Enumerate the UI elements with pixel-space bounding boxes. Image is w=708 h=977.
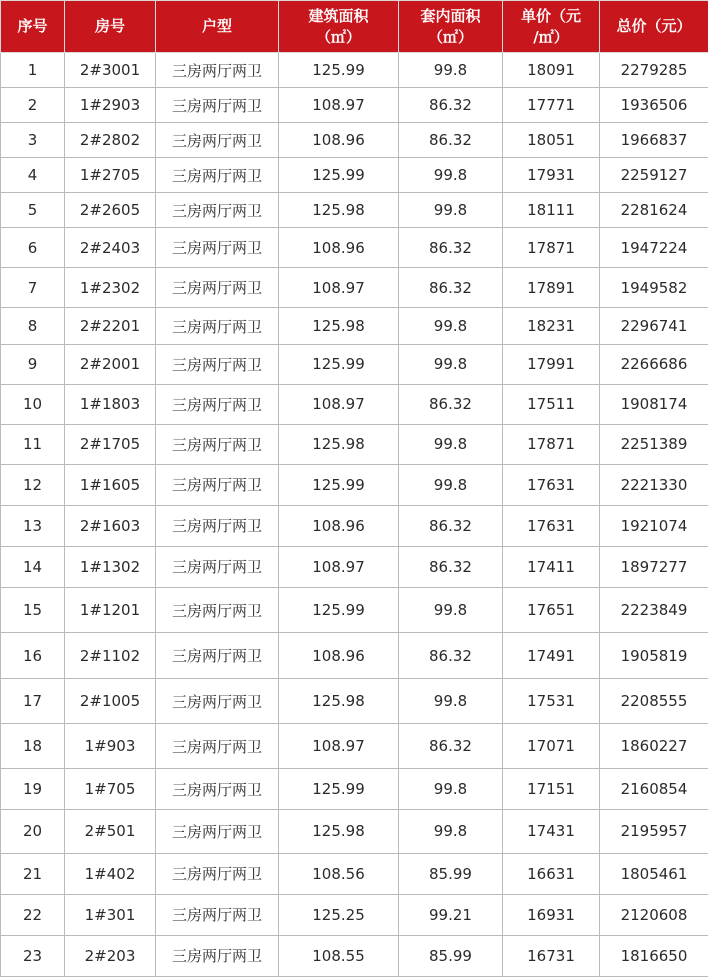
- cell-net-area: 86.32: [399, 505, 503, 546]
- cell-net-area: 99.8: [399, 810, 503, 853]
- table-row: [1, 505, 708, 546]
- cell-net-area: 86.32: [399, 228, 503, 268]
- cell-room-no: 2#1603: [65, 505, 156, 546]
- cell-seq-no: 17: [1, 679, 65, 724]
- cell-gross-area: 125.99: [279, 344, 399, 384]
- cell-seq-no: 3: [1, 123, 65, 158]
- header-gross-area: [279, 1, 399, 53]
- header-unit-price-line: 单价（元: [520, 6, 581, 25]
- cell-gross-area: 125.98: [279, 679, 399, 724]
- cell-seq-no: 1: [1, 53, 65, 88]
- cell-room-no: 2#1705: [65, 424, 156, 464]
- cell-gross-area: 125.98: [279, 424, 399, 464]
- cell-net-area: 99.8: [399, 769, 503, 810]
- cell-total-price: 2266686: [600, 344, 708, 384]
- cell-room-no: 2#501: [65, 810, 156, 853]
- cell-gross-area: 125.98: [279, 193, 399, 228]
- cell-total-price: 2160854: [600, 769, 708, 810]
- table-row: [1, 53, 708, 88]
- cell-unit-type: 三房两厅两卫: [156, 53, 279, 88]
- header-total-price-line: 总价（元）: [616, 17, 692, 35]
- cell-unit-price: 17151: [503, 769, 600, 810]
- cell-seq-no: 2: [1, 88, 65, 123]
- cell-net-area: 99.8: [399, 464, 503, 505]
- cell-unit-type: 三房两厅两卫: [156, 935, 279, 976]
- cell-room-no: 1#301: [65, 894, 156, 935]
- cell-gross-area: 108.56: [279, 853, 399, 894]
- cell-room-no: 2#1005: [65, 679, 156, 724]
- cell-unit-price: 16731: [503, 935, 600, 976]
- cell-room-no: 1#903: [65, 724, 156, 769]
- cell-total-price: 2251389: [600, 424, 708, 464]
- header-net-area-line: 套内面积: [420, 6, 481, 25]
- cell-room-no: 1#1803: [65, 384, 156, 424]
- table-row: [1, 464, 708, 505]
- header-unit-price: [503, 1, 600, 53]
- cell-total-price: 1860227: [600, 724, 708, 769]
- table-row: [1, 123, 708, 158]
- cell-seq-no: 11: [1, 424, 65, 464]
- cell-unit-type: 三房两厅两卫: [156, 546, 279, 587]
- cell-unit-type: 三房两厅两卫: [156, 123, 279, 158]
- cell-room-no: 2#2605: [65, 193, 156, 228]
- cell-net-area: 85.99: [399, 935, 503, 976]
- cell-gross-area: 108.96: [279, 505, 399, 546]
- cell-total-price: 1921074: [600, 505, 708, 546]
- table-row: [1, 158, 708, 193]
- cell-room-no: 2#2403: [65, 228, 156, 268]
- cell-seq-no: 8: [1, 308, 65, 344]
- cell-net-area: 86.32: [399, 123, 503, 158]
- cell-unit-type: 三房两厅两卫: [156, 724, 279, 769]
- table-row: [1, 193, 708, 228]
- cell-unit-type: 三房两厅两卫: [156, 464, 279, 505]
- cell-seq-no: 4: [1, 158, 65, 193]
- cell-seq-no: 13: [1, 505, 65, 546]
- header-unit-price-line: /㎡）: [533, 27, 569, 46]
- cell-room-no: 2#2001: [65, 344, 156, 384]
- cell-gross-area: 125.99: [279, 158, 399, 193]
- cell-seq-no: 5: [1, 193, 65, 228]
- cell-total-price: 1949582: [600, 268, 708, 308]
- cell-net-area: 99.8: [399, 344, 503, 384]
- cell-unit-price: 17651: [503, 588, 600, 633]
- cell-unit-type: 三房两厅两卫: [156, 88, 279, 123]
- table-header-row: [1, 1, 708, 53]
- cell-net-area: 86.32: [399, 546, 503, 587]
- cell-gross-area: 108.97: [279, 88, 399, 123]
- cell-net-area: 85.99: [399, 853, 503, 894]
- cell-unit-price: 18091: [503, 53, 600, 88]
- table-row: [1, 588, 708, 633]
- cell-seq-no: 21: [1, 853, 65, 894]
- cell-seq-no: 23: [1, 935, 65, 976]
- cell-seq-no: 6: [1, 228, 65, 268]
- cell-total-price: 1936506: [600, 88, 708, 123]
- cell-gross-area: 125.99: [279, 588, 399, 633]
- cell-unit-type: 三房两厅两卫: [156, 633, 279, 679]
- cell-total-price: 2208555: [600, 679, 708, 724]
- cell-net-area: 99.8: [399, 588, 503, 633]
- header-net-area-line: （㎡）: [427, 27, 473, 46]
- cell-unit-price: 17891: [503, 268, 600, 308]
- table-row: [1, 853, 708, 894]
- table-row: [1, 344, 708, 384]
- cell-net-area: 86.32: [399, 88, 503, 123]
- table-row: [1, 935, 708, 976]
- cell-net-area: 99.8: [399, 424, 503, 464]
- cell-unit-type: 三房两厅两卫: [156, 505, 279, 546]
- cell-total-price: 2281624: [600, 193, 708, 228]
- cell-net-area: 86.32: [399, 633, 503, 679]
- cell-unit-price: 18051: [503, 123, 600, 158]
- cell-unit-type: 三房两厅两卫: [156, 769, 279, 810]
- table-row: [1, 679, 708, 724]
- table-row: [1, 633, 708, 679]
- cell-net-area: 99.8: [399, 53, 503, 88]
- cell-room-no: 1#2903: [65, 88, 156, 123]
- cell-unit-price: 16631: [503, 853, 600, 894]
- cell-unit-type: 三房两厅两卫: [156, 158, 279, 193]
- table-row: [1, 308, 708, 344]
- cell-total-price: 2296741: [600, 308, 708, 344]
- header-unit-type: [156, 1, 279, 53]
- cell-total-price: 2195957: [600, 810, 708, 853]
- table-row: [1, 424, 708, 464]
- cell-unit-type: 三房两厅两卫: [156, 268, 279, 308]
- cell-room-no: 2#2802: [65, 123, 156, 158]
- cell-net-area: 99.8: [399, 308, 503, 344]
- table-row: [1, 88, 708, 123]
- cell-total-price: 2120608: [600, 894, 708, 935]
- cell-total-price: 2223849: [600, 588, 708, 633]
- cell-gross-area: 108.96: [279, 633, 399, 679]
- cell-gross-area: 108.96: [279, 228, 399, 268]
- cell-seq-no: 20: [1, 810, 65, 853]
- cell-seq-no: 18: [1, 724, 65, 769]
- cell-unit-type: 三房两厅两卫: [156, 894, 279, 935]
- cell-seq-no: 22: [1, 894, 65, 935]
- table-body: [1, 53, 708, 977]
- cell-unit-type: 三房两厅两卫: [156, 679, 279, 724]
- cell-unit-type: 三房两厅两卫: [156, 193, 279, 228]
- cell-total-price: 1897277: [600, 546, 708, 587]
- header-gross-area-line: （㎡）: [315, 27, 361, 46]
- cell-unit-type: 三房两厅两卫: [156, 853, 279, 894]
- cell-gross-area: 108.97: [279, 384, 399, 424]
- cell-unit-price: 17431: [503, 810, 600, 853]
- cell-room-no: 2#2201: [65, 308, 156, 344]
- cell-seq-no: 7: [1, 268, 65, 308]
- cell-unit-price: 18231: [503, 308, 600, 344]
- cell-gross-area: 108.97: [279, 268, 399, 308]
- header-net-area: [399, 1, 503, 53]
- cell-gross-area: 125.25: [279, 894, 399, 935]
- cell-total-price: 1908174: [600, 384, 708, 424]
- cell-unit-price: 17871: [503, 228, 600, 268]
- cell-gross-area: 125.99: [279, 53, 399, 88]
- cell-net-area: 99.8: [399, 158, 503, 193]
- cell-room-no: 1#1302: [65, 546, 156, 587]
- cell-gross-area: 108.96: [279, 123, 399, 158]
- cell-unit-type: 三房两厅两卫: [156, 344, 279, 384]
- cell-gross-area: 108.55: [279, 935, 399, 976]
- table-row: [1, 228, 708, 268]
- cell-net-area: 86.32: [399, 268, 503, 308]
- cell-gross-area: 125.99: [279, 769, 399, 810]
- cell-gross-area: 125.99: [279, 464, 399, 505]
- table-row: [1, 769, 708, 810]
- cell-net-area: 99.8: [399, 193, 503, 228]
- cell-unit-price: 17631: [503, 464, 600, 505]
- cell-unit-type: 三房两厅两卫: [156, 384, 279, 424]
- cell-total-price: 1905819: [600, 633, 708, 679]
- cell-unit-price: 17071: [503, 724, 600, 769]
- cell-total-price: 2259127: [600, 158, 708, 193]
- cell-unit-price: 17511: [503, 384, 600, 424]
- cell-unit-type: 三房两厅两卫: [156, 424, 279, 464]
- cell-seq-no: 10: [1, 384, 65, 424]
- cell-room-no: 2#203: [65, 935, 156, 976]
- cell-total-price: 2221330: [600, 464, 708, 505]
- cell-gross-area: 108.97: [279, 724, 399, 769]
- header-seq-no-line: 序号: [17, 17, 48, 35]
- cell-seq-no: 12: [1, 464, 65, 505]
- cell-unit-price: 17771: [503, 88, 600, 123]
- cell-total-price: 1816650: [600, 935, 708, 976]
- cell-unit-type: 三房两厅两卫: [156, 308, 279, 344]
- cell-unit-price: 17991: [503, 344, 600, 384]
- table-row: [1, 724, 708, 769]
- cell-unit-price: 16931: [503, 894, 600, 935]
- cell-unit-type: 三房两厅两卫: [156, 588, 279, 633]
- cell-seq-no: 15: [1, 588, 65, 633]
- header-room-no: [65, 1, 156, 53]
- cell-unit-price: 17411: [503, 546, 600, 587]
- cell-net-area: 86.32: [399, 724, 503, 769]
- cell-total-price: 2279285: [600, 53, 708, 88]
- cell-room-no: 1#402: [65, 853, 156, 894]
- cell-unit-price: 17931: [503, 158, 600, 193]
- cell-room-no: 2#3001: [65, 53, 156, 88]
- cell-room-no: 1#2302: [65, 268, 156, 308]
- cell-total-price: 1947224: [600, 228, 708, 268]
- cell-unit-price: 18111: [503, 193, 600, 228]
- cell-gross-area: 108.97: [279, 546, 399, 587]
- cell-gross-area: 125.98: [279, 810, 399, 853]
- cell-room-no: 1#705: [65, 769, 156, 810]
- cell-room-no: 1#1605: [65, 464, 156, 505]
- cell-seq-no: 14: [1, 546, 65, 587]
- cell-total-price: 1966837: [600, 123, 708, 158]
- table-row: [1, 384, 708, 424]
- cell-unit-price: 17531: [503, 679, 600, 724]
- cell-seq-no: 16: [1, 633, 65, 679]
- table-row: [1, 546, 708, 587]
- table-row: [1, 810, 708, 853]
- cell-net-area: 99.8: [399, 679, 503, 724]
- cell-total-price: 1805461: [600, 853, 708, 894]
- table-row: [1, 268, 708, 308]
- header-total-price: [600, 1, 708, 53]
- header-room-no-line: 房号: [94, 17, 125, 35]
- cell-unit-type: 三房两厅两卫: [156, 228, 279, 268]
- cell-unit-price: 17491: [503, 633, 600, 679]
- cell-room-no: 1#1201: [65, 588, 156, 633]
- cell-unit-price: 17871: [503, 424, 600, 464]
- cell-net-area: 99.21: [399, 894, 503, 935]
- header-unit-type-line: 户型: [201, 17, 232, 35]
- cell-net-area: 86.32: [399, 384, 503, 424]
- header-seq-no: [1, 1, 65, 53]
- cell-room-no: 2#1102: [65, 633, 156, 679]
- header-gross-area-line: 建筑面积: [308, 6, 369, 25]
- table-row: [1, 894, 708, 935]
- cell-unit-price: 17631: [503, 505, 600, 546]
- cell-room-no: 1#2705: [65, 158, 156, 193]
- cell-seq-no: 19: [1, 769, 65, 810]
- cell-unit-type: 三房两厅两卫: [156, 810, 279, 853]
- cell-seq-no: 9: [1, 344, 65, 384]
- cell-gross-area: 125.98: [279, 308, 399, 344]
